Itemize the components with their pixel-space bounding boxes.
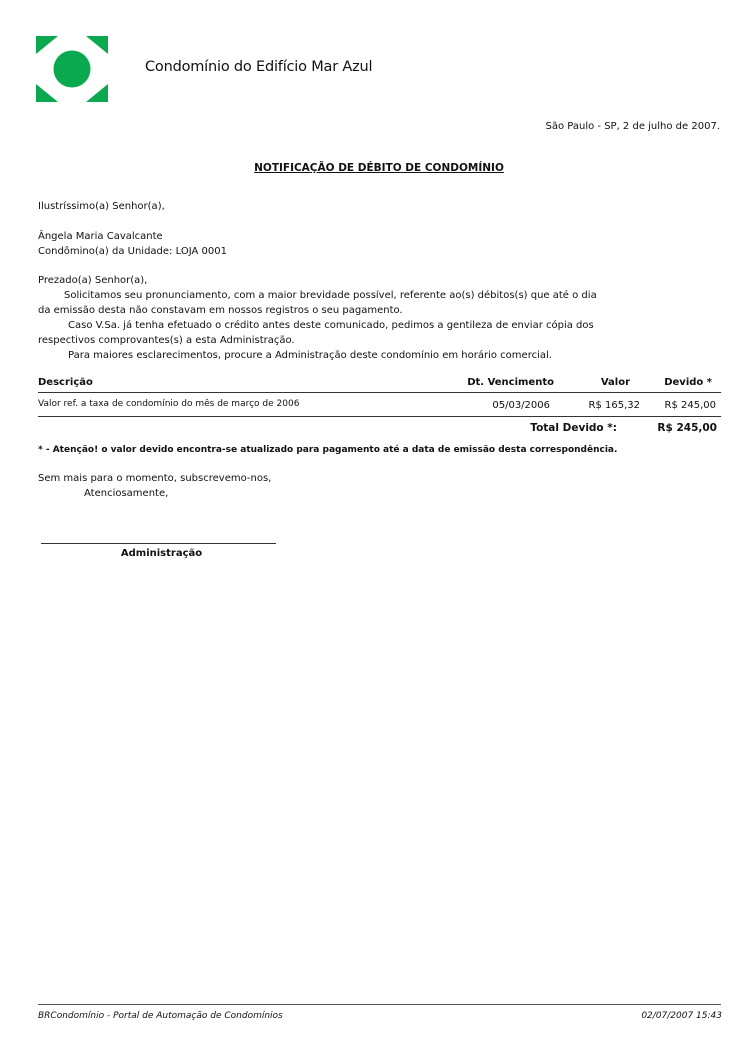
row-value: R$ 165,32 bbox=[588, 400, 640, 411]
header-value: Valor bbox=[600, 377, 630, 388]
condominium-logo-icon bbox=[36, 36, 108, 102]
recipient-name: Ângela Maria Cavalcante bbox=[38, 231, 163, 242]
total-row bbox=[38, 421, 721, 437]
body-paragraph-2: Caso V.Sa. já tenha efetuado o crédito antes deste comunicado, pedimos a gentileza de enviar cópia dos respectivos comprovantes(s) a esta Administração. bbox=[38, 320, 594, 346]
total-label: Total Devido *: bbox=[530, 422, 617, 434]
place-and-date: São Paulo - SP, 2 de julho de 2007. bbox=[545, 121, 720, 132]
total-value: R$ 245,00 bbox=[657, 422, 717, 434]
signature-line bbox=[41, 543, 276, 544]
footer-divider bbox=[38, 1004, 721, 1005]
organization-name: Condomínio do Edifício Mar Azul bbox=[145, 59, 373, 75]
header-owed: Devido * bbox=[664, 377, 712, 388]
row-description: Valor ref. a taxa de condomínio do mês de março de 2006 bbox=[38, 399, 300, 409]
row-owed: R$ 245,00 bbox=[664, 400, 716, 411]
debt-table-header bbox=[38, 376, 721, 393]
attention-note: * - Atenção! o valor devido encontra-se atualizado para pagamento até a data de emissão desta correspondência. bbox=[38, 445, 618, 455]
body-paragraph-1: Solicitamos seu pronunciamento, com a maior brevidade possível, referente ao(s) débitos(s) que até o dia da emissão desta não constavam em nossos registros o seu pagamento. bbox=[38, 290, 597, 316]
closing bbox=[38, 471, 271, 501]
document-title: NOTIFICAÇÃO DE DÉBITO DE CONDOMÍNIO bbox=[254, 162, 504, 174]
footer-timestamp: 02/07/2007 15:43 bbox=[641, 1011, 722, 1021]
body-paragraph-3: Para maiores esclarecimentos, procure a Administração deste condomínio em horário comercial. bbox=[68, 350, 552, 361]
letter-body bbox=[38, 273, 598, 363]
table-row bbox=[38, 398, 721, 417]
footer-portal-name: BRCondomínio - Portal de Automação de Condomínios bbox=[38, 1011, 283, 1021]
regards-line: Atenciosamente, bbox=[84, 488, 169, 499]
header-due-date: Dt. Vencimento bbox=[467, 377, 554, 388]
salutation: Ilustríssimo(a) Senhor(a), bbox=[38, 201, 165, 212]
recipient-unit: Condômino(a) da Unidade: LOJA 0001 bbox=[38, 246, 227, 257]
header-description: Descrição bbox=[38, 377, 93, 388]
closing-line: Sem mais para o momento, subscrevemo-nos, bbox=[38, 473, 272, 484]
row-due-date: 05/03/2006 bbox=[492, 400, 550, 411]
greeting: Prezado(a) Senhor(a), bbox=[38, 275, 148, 286]
signature-label: Administração bbox=[120, 548, 203, 559]
